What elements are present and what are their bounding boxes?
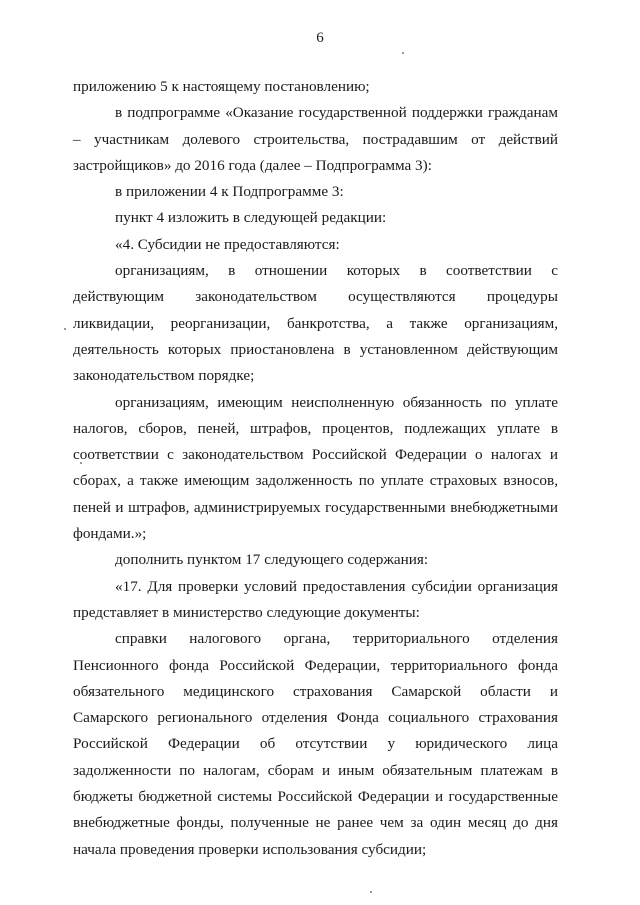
paragraph: в приложении 4 к Подпрограмме 3: — [115, 183, 344, 201]
paragraph: организациям, в отношении которых в соответствии с действующим законодательством осуществляются процедуры ликвидации, реорганизации, банкротства, а также организациям, деятельность которых приостановлена в установленном действующим законодательством порядке; — [73, 262, 558, 385]
page-number: 6 — [316, 30, 324, 46]
scan-speck — [402, 52, 404, 54]
paragraph: приложению 5 к настоящему постановлению; — [73, 78, 370, 95]
paragraph: пункт 4 изложить в следующей редакции: — [115, 209, 387, 227]
paragraph: организациям, имеющим неисполненную обязанность по уплате налогов, сборов, пеней, штрафов, процентов, подлежащих уплате в соответствии с законодательством Российской Федерации о налогах и сборах, а также имеющим задолженность по уплате страховых взносов, пеней и штрафов, администрируемых государственными внебюджетными фондами.»; — [73, 393, 558, 543]
paragraph: «17. Для проверки условий предоставления субсидии организация представляет в министерство следующие документы: — [73, 577, 558, 621]
scan-speck — [370, 891, 372, 893]
paragraph: «4. Субсидии не предоставляются: — [115, 235, 340, 253]
scan-speck — [64, 328, 66, 330]
paragraph: в подпрограмме «Оказание государственной поддержки гражданам – участникам долевого строительства, пострадавшим от действий застройщиков» до 2016 года (далее – Подпрограмма 3): — [73, 104, 558, 174]
paragraph: справки налогового органа, территориального отделения Пенсионного фонда Российской Федерации, территориального фонда обязательного медицинского страхования Самарской области и Самарского регионального отделения Фонда социального страхования Российской Федерации об отсутствии у юридического лица задолженности по налогам, сборам и иным обязательным платежам в бюджеты бюджетной системы Российской Федерации и государственные внебюджетные фонды, полученные не ранее чем за один месяц до дня начала проведения проверки использования субсидии; — [73, 630, 558, 858]
document-body — [73, 74, 558, 863]
paragraph: дополнить пунктом 17 следующего содержания: — [115, 551, 429, 569]
